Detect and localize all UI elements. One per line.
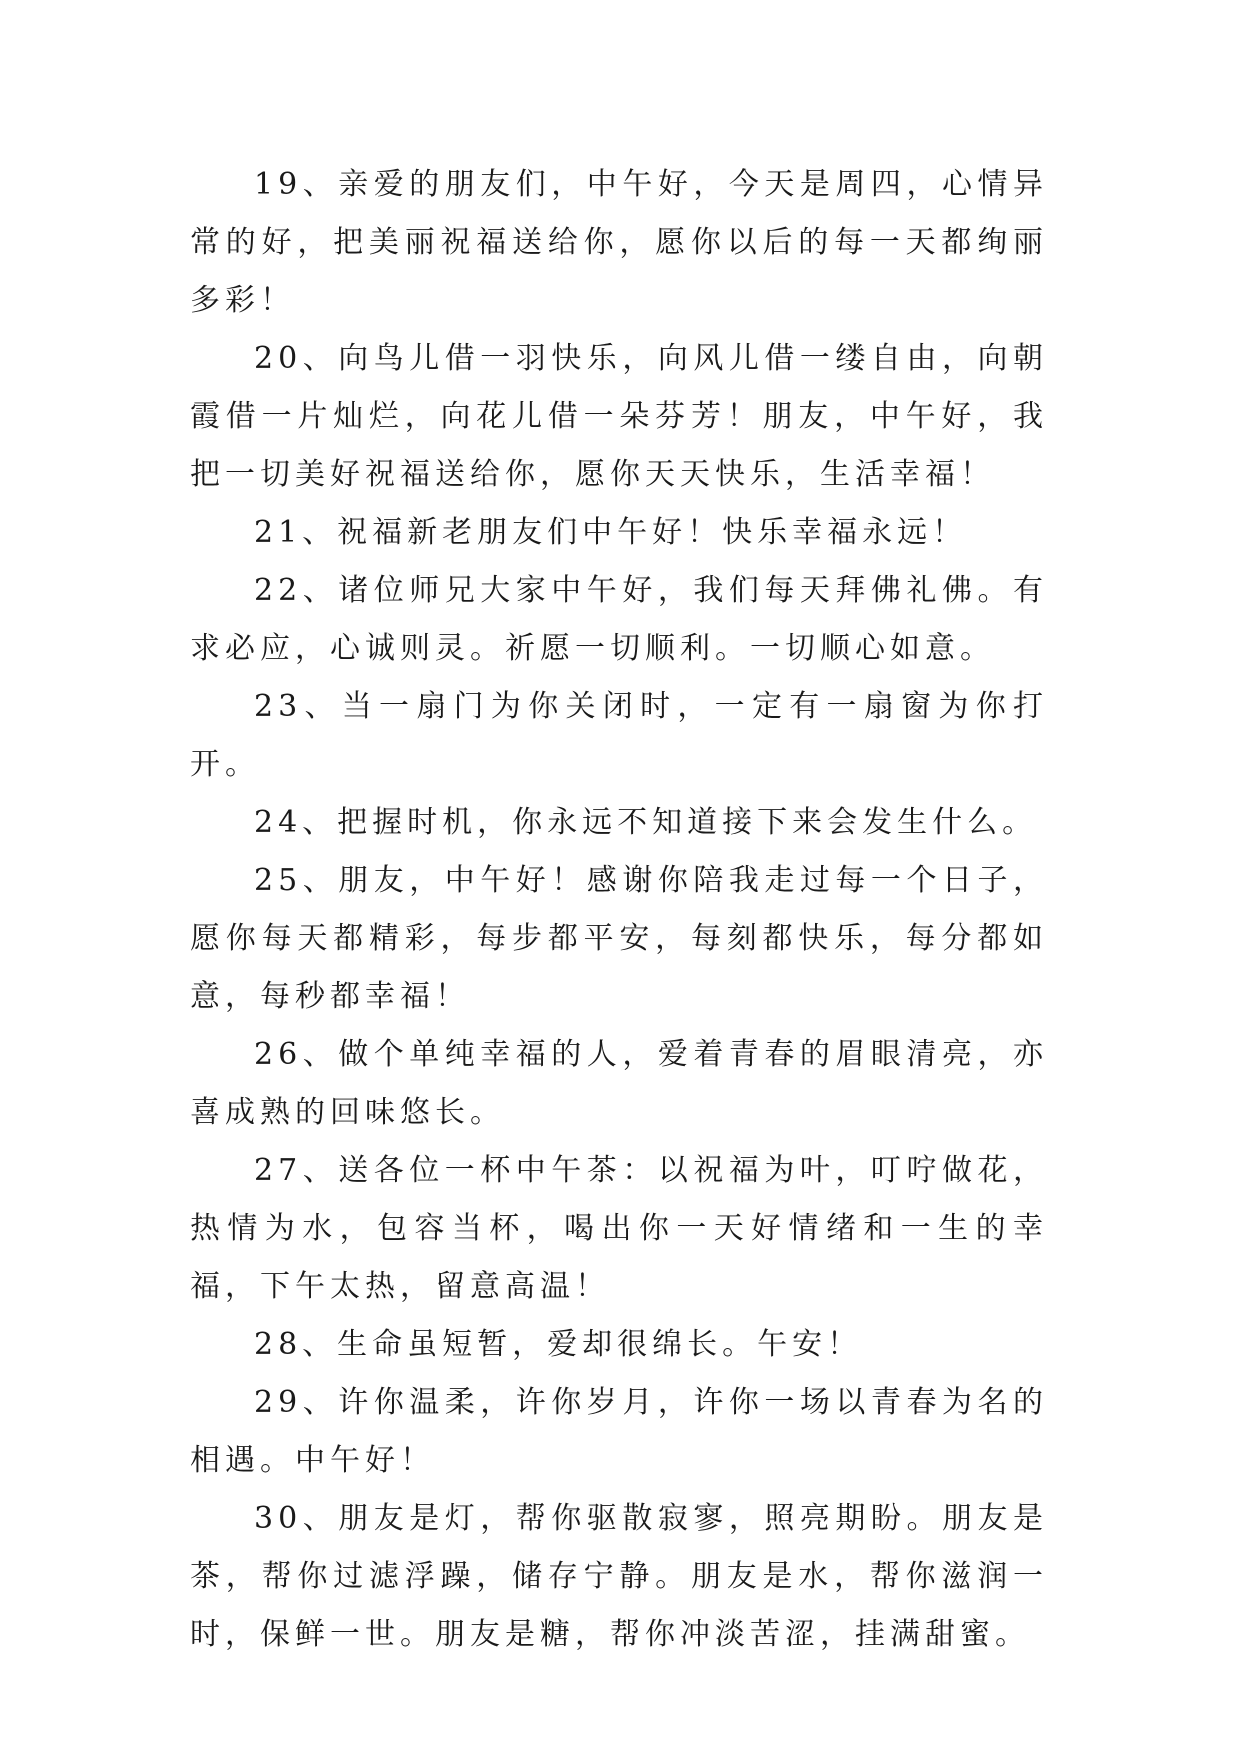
paragraph-24: 24、把握时机，你永远不知道接下来会发生什么。 [254, 805, 1038, 840]
paragraph-29: 29、许你温柔，许你岁月，许你一场以青春为名的相遇。中午好！ [190, 1385, 1048, 1478]
paragraph-22: 22、诸位师兄大家中午好，我们每天拜佛礼佛。有求必应，心诚则灵。祈愿一切顺利。一切顺心如意。 [190, 573, 1048, 666]
paragraph-25: 25、朋友，中午好！感谢你陪我走过每一个日子，愿你每天都精彩，每步都平安，每刻都快乐，每分都如意，每秒都幸福！ [190, 863, 1048, 1014]
paragraph-19: 19、亲爱的朋友们，中午好，今天是周四，心情异常的好，把美丽祝福送给你，愿你以后的每一天都绚丽多彩！ [190, 167, 1048, 318]
paragraph-28: 28、生命虽短暂，爱却很绵长。午安！ [254, 1327, 863, 1362]
paragraph-21: 21、祝福新老朋友们中午好！快乐幸福永远！ [254, 515, 968, 550]
paragraph-27: 27、送各位一杯中午茶：以祝福为叶，叮咛做花，热情为水，包容当杯，喝出你一天好情绪和一生的幸福，下午太热，留意高温！ [190, 1153, 1048, 1304]
paragraph-20: 20、向鸟儿借一羽快乐，向风儿借一缕自由，向朝霞借一片灿烂，向花儿借一朵芬芳！朋友，中午好，我把一切美好祝福送给你，愿你天天快乐，生活幸福！ [190, 341, 1048, 492]
paragraph-23: 23、当一扇门为你关闭时，一定有一扇窗为你打开。 [190, 689, 1048, 782]
paragraph-30: 30、朋友是灯，帮你驱散寂寥，照亮期盼。朋友是茶，帮你过滤浮躁，储存宁静。朋友是水，帮你滋润一时，保鲜一世。朋友是糖，帮你冲淡苦涩，挂满甜蜜。 [190, 1501, 1048, 1652]
document-body [190, 156, 1048, 1664]
paragraph-26: 26、做个单纯幸福的人，爱着青春的眉眼清亮，亦喜成熟的回味悠长。 [190, 1037, 1048, 1130]
